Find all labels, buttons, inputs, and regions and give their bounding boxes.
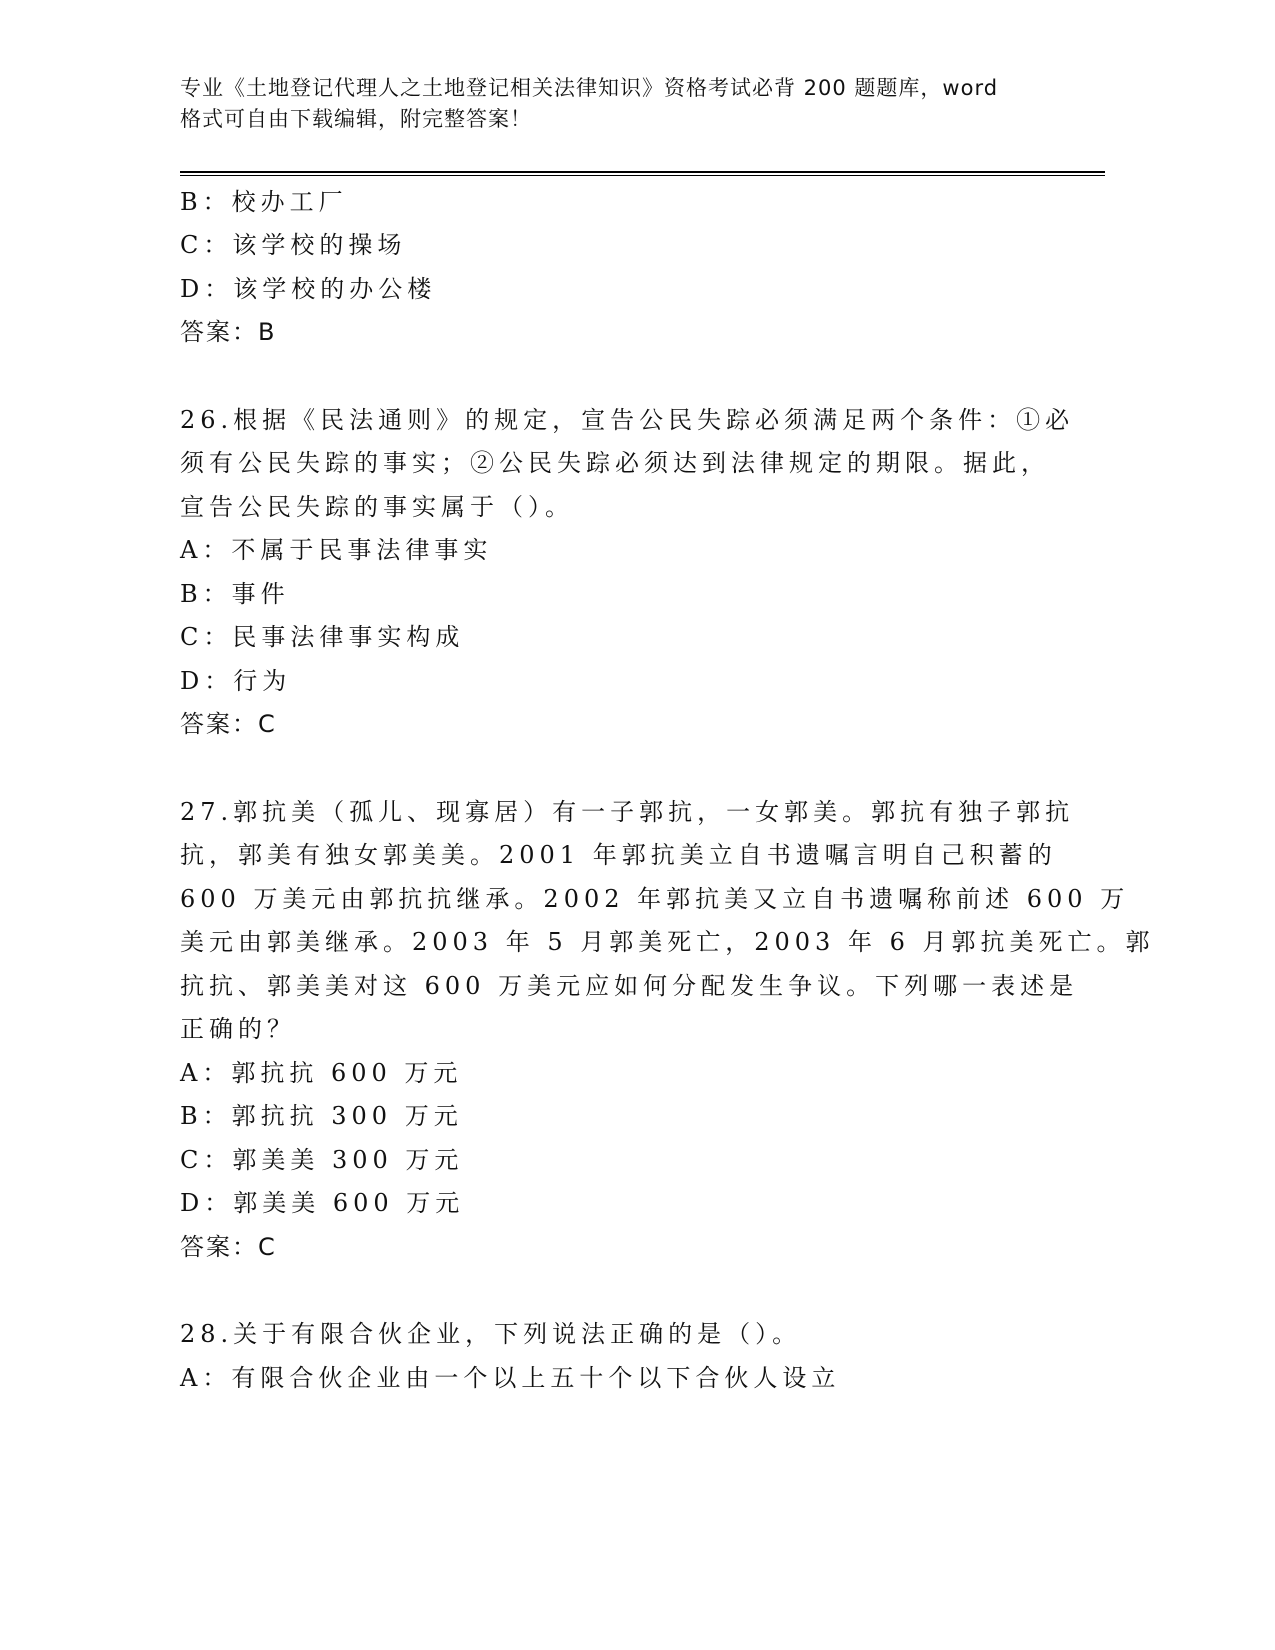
question-text: 美元由郭美继承。2003 年 5 月郭美死亡，2003 年 6 月郭抗美死亡。郭 (180, 928, 1155, 956)
option-c: C：郭美美 300 万元 (180, 1146, 464, 1174)
option-a: A：有限合伙企业由一个以上五十个以下合伙人设立 (180, 1364, 841, 1392)
option-c: C：该学校的操场 (180, 231, 407, 259)
header-line: 专业《土地登记代理人之土地登记相关法律知识》资格考试必背 200 题题库，word (180, 76, 999, 100)
question-text: 须有公民失踪的事实；②公民失踪必须达到法律规定的期限。据此， (180, 449, 1050, 477)
header-rule (180, 171, 1105, 173)
option-b: B：校办工厂 (180, 188, 348, 216)
option-d: D：该学校的办公楼 (180, 275, 437, 303)
option-a: A：不属于民事法律事实 (180, 536, 493, 564)
option-a: A：郭抗抗 600 万元 (180, 1059, 463, 1087)
question-text: 抗抗、郭美美对这 600 万美元应如何分配发生争议。下列哪一表述是 (180, 972, 1079, 1000)
question-text: 27.郭抗美（孤儿、现寡居）有一子郭抗，一女郭美。郭抗有独子郭抗 (180, 798, 1075, 826)
question-text: 600 万美元由郭抗抗继承。2002 年郭抗美又立自书遗嘱称前述 600 万 (180, 885, 1130, 913)
question-text: 抗，郭美有独女郭美美。2001 年郭抗美立自书遗嘱言明自己积蓄的 (180, 841, 1057, 869)
answer: 答案：B (180, 318, 277, 346)
option-c: C：民事法律事实构成 (180, 623, 465, 651)
header-rule (180, 175, 1105, 176)
question-text: 正确的？ (180, 1015, 296, 1043)
option-b: B：事件 (180, 580, 290, 608)
question-text: 26.根据《民法通则》的规定，宣告公民失踪必须满足两个条件：①必 (180, 406, 1075, 434)
question-text: 28.关于有限合伙企业，下列说法正确的是（）。 (180, 1320, 802, 1348)
answer: 答案：C (180, 1233, 277, 1261)
option-b: B：郭抗抗 300 万元 (180, 1102, 463, 1130)
header-line: 格式可自由下载编辑，附完整答案！ (180, 107, 532, 131)
answer: 答案：C (180, 710, 277, 738)
option-d: D：郭美美 600 万元 (180, 1189, 465, 1217)
option-d: D：行为 (180, 667, 292, 695)
question-text: 宣告公民失踪的事实属于（）。 (180, 493, 574, 521)
